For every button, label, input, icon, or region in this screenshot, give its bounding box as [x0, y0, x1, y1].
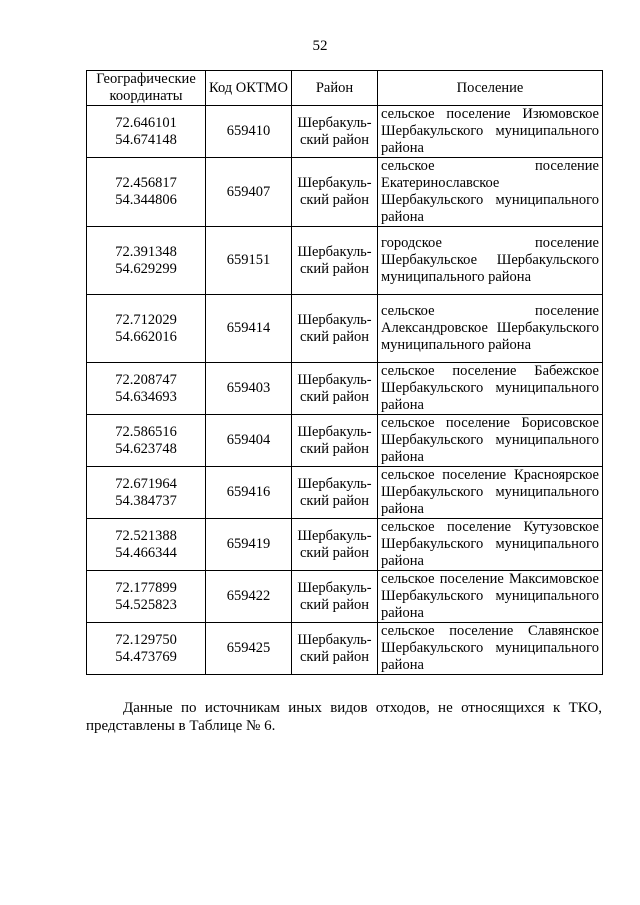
district-line-2: ский район [299, 131, 370, 148]
settlement-cell: сельское поселение Славянское Шербакульского муниципального района [378, 623, 603, 675]
district-line-1: Шербакуль- [297, 579, 372, 596]
table-row [87, 295, 603, 363]
oktmo-code-cell: 659422 [206, 571, 292, 623]
latitude-value: 54.674148 [115, 131, 177, 148]
settlement-cell: сельское поселение Максимовское Шербакульского муниципального района [378, 571, 603, 623]
longitude-value: 72.586516 [115, 423, 177, 440]
district-line-1: Шербакуль- [297, 371, 372, 388]
coordinates-cell [87, 227, 206, 295]
oktmo-code-cell: 659410 [206, 106, 292, 158]
district-cell [292, 415, 378, 467]
district-line-2: ский район [299, 388, 370, 405]
longitude-value: 72.208747 [115, 371, 177, 388]
district-cell [292, 571, 378, 623]
oktmo-code-cell: 659419 [206, 519, 292, 571]
district-line-2: ский район [299, 544, 370, 561]
latitude-value: 54.344806 [115, 192, 177, 208]
table-row [87, 363, 603, 415]
district-cell [292, 467, 378, 519]
coordinates-cell [87, 295, 206, 363]
table-header-row [87, 71, 603, 106]
district-cell [292, 623, 378, 675]
table-note-paragraph: Данные по источникам иных видов отходов, не относящихся к ТКО, представлены в Таблице № 6. [86, 700, 602, 734]
district-line-2: ский район [299, 648, 370, 665]
district-line-2: ский район [299, 260, 370, 277]
oktmo-code-cell: 659407 [206, 158, 292, 227]
coordinates-cell [87, 363, 206, 415]
district-line-1: Шербакуль- [297, 243, 372, 260]
oktmo-code-cell: 659403 [206, 363, 292, 415]
oktmo-code-cell: 659416 [206, 467, 292, 519]
district-line-1: Шербакуль- [297, 631, 372, 648]
table-row [87, 106, 603, 158]
settlement-cell: городское поселение Шербакульское Шербакульского муниципального района [378, 227, 603, 295]
header-district: Район [292, 71, 378, 106]
district-line-1: Шербакуль- [297, 175, 372, 191]
page-number: 52 [312, 38, 328, 54]
longitude-value: 72.456817 [115, 175, 177, 191]
longitude-value: 72.646101 [115, 114, 177, 131]
district-line-2: ский район [299, 492, 370, 509]
district-line-1: Шербакуль- [297, 423, 372, 440]
table-row [87, 519, 603, 571]
longitude-value: 72.177899 [115, 579, 177, 596]
settlement-cell: сельское поселение Кутузовское Шербакульского муниципального района [378, 519, 603, 571]
coordinates-cell [87, 415, 206, 467]
coordinates-cell [87, 158, 206, 227]
settlements-table [86, 70, 603, 675]
district-line-2: ский район [299, 440, 370, 457]
table-row [87, 467, 603, 519]
district-line-1: Шербакуль- [297, 311, 372, 328]
coordinates-cell [87, 106, 206, 158]
latitude-value: 54.634693 [115, 388, 177, 405]
longitude-value: 72.521388 [115, 527, 177, 544]
header-coordinates: Географические координаты [87, 71, 206, 106]
table-row [87, 623, 603, 675]
table-row [87, 571, 603, 623]
header-oktmo-code: Код ОКТМО [206, 71, 292, 106]
latitude-value: 54.525823 [115, 596, 177, 613]
longitude-value: 72.712029 [115, 311, 177, 328]
oktmo-code-cell: 659151 [206, 227, 292, 295]
table-row [87, 158, 603, 227]
district-line-1: Шербакуль- [297, 475, 372, 492]
coordinates-cell [87, 467, 206, 519]
table-row [87, 415, 603, 467]
district-cell [292, 158, 378, 227]
latitude-value: 54.466344 [115, 544, 177, 561]
settlement-cell: сельское поселение Екатеринославское Шербакульского муниципального района [378, 158, 603, 227]
table-row [87, 227, 603, 295]
coordinates-cell [87, 623, 206, 675]
oktmo-code-cell: 659425 [206, 623, 292, 675]
longitude-value: 72.391348 [115, 243, 177, 260]
district-cell [292, 227, 378, 295]
longitude-value: 72.671964 [115, 475, 177, 492]
longitude-value: 72.129750 [115, 631, 177, 648]
district-cell [292, 519, 378, 571]
district-cell [292, 106, 378, 158]
settlement-cell: сельское поселение Бабежское Шербакульского муниципального района [378, 363, 603, 415]
settlement-cell: сельское поселение Борисовское Шербакульского муниципального района [378, 415, 603, 467]
latitude-value: 54.623748 [115, 440, 177, 457]
coordinates-cell [87, 571, 206, 623]
settlement-cell: сельское поселение Александровское Шербакульского муниципального района [378, 295, 603, 363]
oktmo-code-cell: 659404 [206, 415, 292, 467]
settlement-cell: сельское поселение Изюмовское Шербакульского муниципального района [378, 106, 603, 158]
district-line-2: ский район [299, 192, 370, 208]
settlement-cell: сельское поселение Красноярское Шербакульского муниципального района [378, 467, 603, 519]
latitude-value: 54.384737 [115, 492, 177, 509]
district-line-2: ский район [299, 596, 370, 613]
latitude-value: 54.629299 [115, 260, 177, 277]
district-cell [292, 295, 378, 363]
latitude-value: 54.662016 [115, 328, 177, 345]
district-line-2: ский район [299, 328, 370, 345]
header-settlement: Поселение [378, 71, 603, 106]
latitude-value: 54.473769 [115, 648, 177, 665]
district-cell [292, 363, 378, 415]
coordinates-cell [87, 519, 206, 571]
oktmo-code-cell: 659414 [206, 295, 292, 363]
district-line-1: Шербакуль- [297, 527, 372, 544]
district-line-1: Шербакуль- [297, 114, 372, 131]
